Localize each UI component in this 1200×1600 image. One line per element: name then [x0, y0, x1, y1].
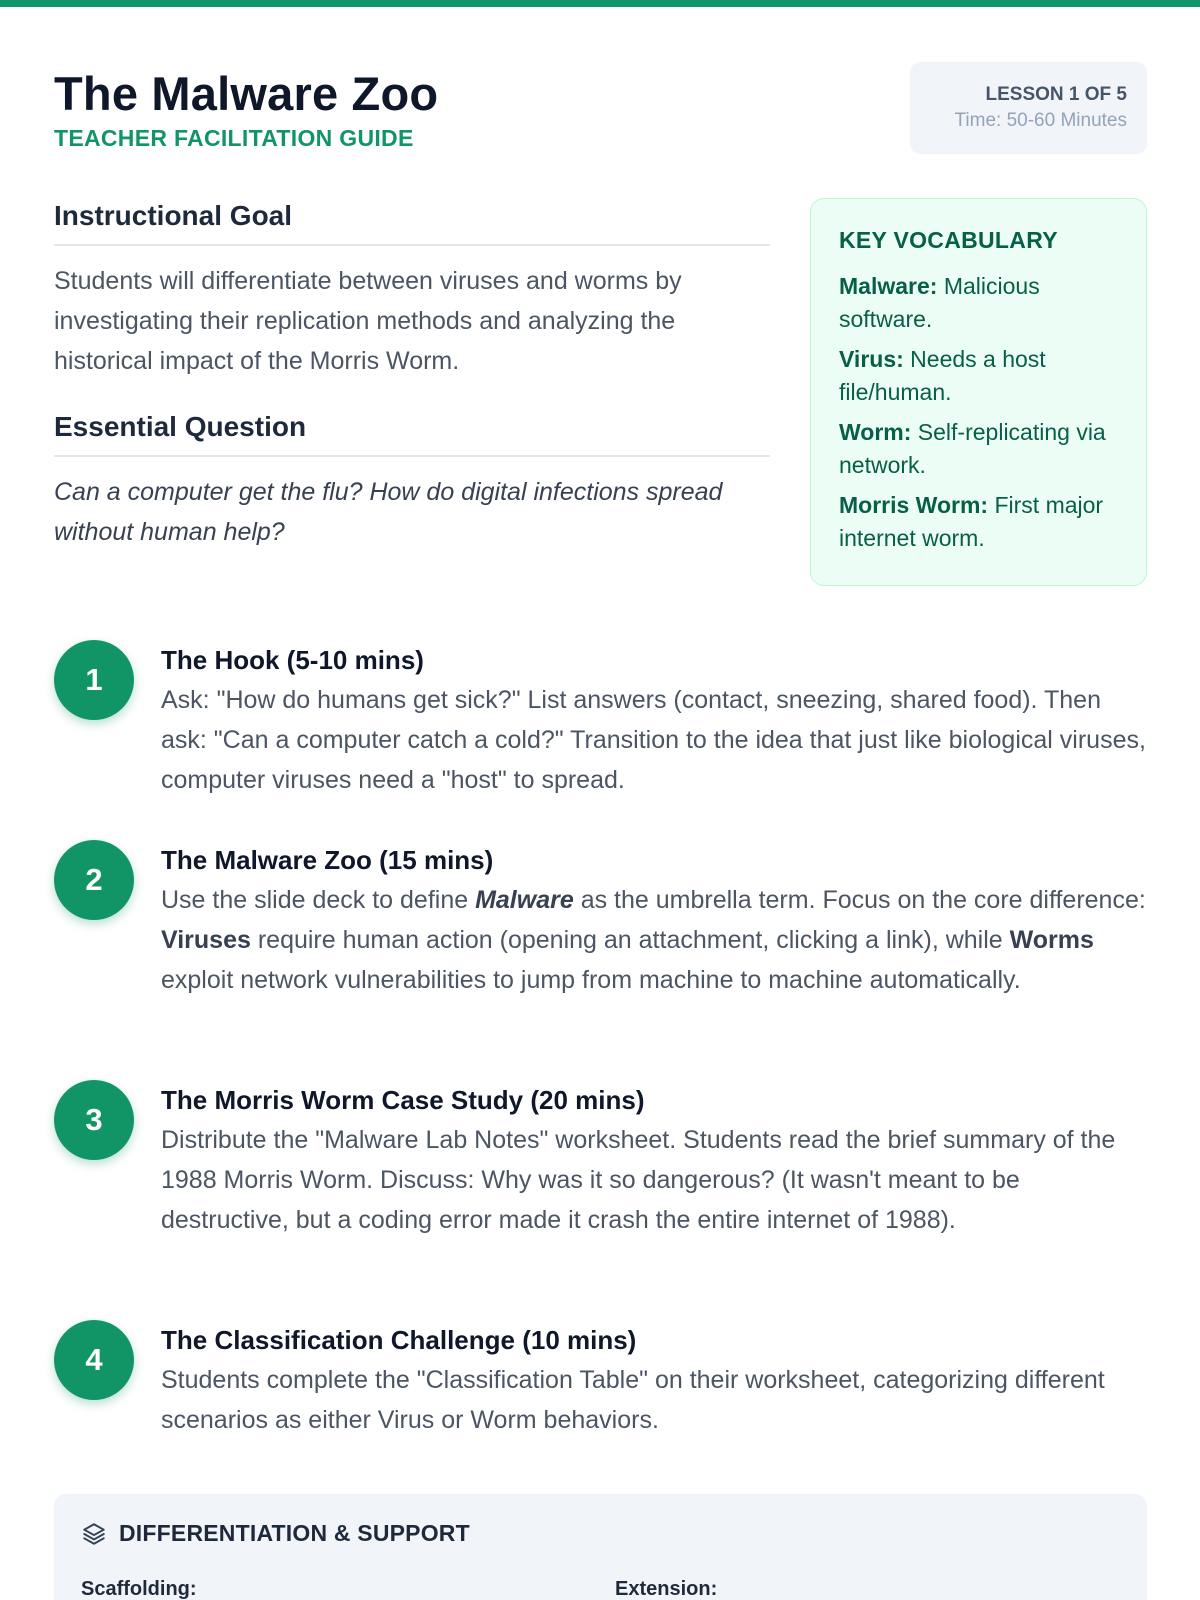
step-text: Students complete the "Classification Table" on their worksheet, categorizing different scenarios as either Virus or Worm behaviors.: [161, 1366, 1105, 1434]
vocab-term: Worm:: [839, 419, 912, 445]
key-vocabulary-box: [810, 198, 1147, 586]
vocab-definition: First major internet worm.: [839, 492, 1104, 551]
differentiation-support-box: [54, 1494, 1147, 1600]
vocab-term: Morris Worm:: [839, 492, 989, 518]
essential-question-section: [54, 411, 770, 552]
step-number-badge: 2: [54, 840, 134, 920]
step-number-badge: 4: [54, 1320, 134, 1400]
vocab-item: [839, 489, 1120, 555]
vocab-term: Virus:: [839, 346, 904, 372]
instructional-goal-text: Students will differentiate between viruses and worms by investigating their replication methods and analyzing the historical impact of the Morris Worm.: [54, 267, 682, 375]
step-title: The Hook (5-10 mins): [161, 645, 424, 675]
step-title: The Morris Worm Case Study (20 mins): [161, 1085, 645, 1115]
instructional-goal-section: [54, 200, 770, 381]
support-heading: DIFFERENTIATION & SUPPORT: [119, 1520, 470, 1546]
lesson-time: Time: 50-60 Minutes: [954, 110, 1127, 131]
step-number-badge: 1: [54, 640, 134, 720]
key-vocabulary-heading: KEY VOCABULARY: [839, 227, 1058, 253]
intro-column: [54, 200, 770, 552]
step-text-part: require human action (opening an attachment, clicking a link), while: [250, 926, 1010, 954]
lesson-number: LESSON 1 OF 5: [985, 84, 1127, 105]
layers-icon: [81, 1521, 107, 1547]
step-title: The Classification Challenge (10 mins): [161, 1325, 637, 1355]
page-title: The Malware Zoo: [54, 67, 439, 120]
vocab-item: [839, 270, 1120, 336]
lesson-badge: [910, 62, 1147, 154]
vocab-item: [839, 416, 1120, 482]
step-text: Ask: "How do humans get sick?" List answers (contact, sneezing, shared food). Then ask: "Can a computer catch a cold?" Transition to the idea that just like biological viruses, computer viruses need a "host" to spread.: [161, 686, 1146, 794]
vocab-item: [839, 343, 1120, 409]
top-accent-bar: [0, 0, 1200, 7]
step-text-part: exploit network vulnerabilities to jump from machine to machine automatically.: [161, 966, 1021, 994]
step-body: [161, 640, 1147, 800]
vocab-definition: Self-replicating via network.: [839, 419, 1106, 478]
step-text-bold: Worms: [1009, 926, 1094, 954]
step-body: [161, 1320, 1147, 1440]
vocab-definition: Malicious software.: [839, 273, 1040, 332]
step-text: Distribute the "Malware Lab Notes" worksheet. Students read the brief summary of the 1988 Morris Worm. Discuss: Why was it so dangerous? (It wasn't meant to be destructive, but a coding error made it crash the entire internet of 1988).: [161, 1126, 1116, 1234]
essential-question-heading: Essential Question: [54, 411, 770, 457]
step-title: The Malware Zoo (15 mins): [161, 845, 494, 875]
support-header: [81, 1520, 1120, 1547]
step-text-part: Use the slide deck to define: [161, 886, 476, 914]
step-number-badge: 3: [54, 1080, 134, 1160]
step-text: [161, 880, 1147, 1000]
essential-question-text: Can a computer get the flu? How do digital infections spread without human help?: [54, 478, 723, 546]
scaffolding-label: Scaffolding:: [81, 1578, 197, 1600]
step-body: [161, 840, 1147, 1000]
step-text-emphasis: Malware: [475, 886, 574, 914]
page-header: [54, 62, 1147, 162]
step-text-bold: Viruses: [161, 926, 251, 954]
extension-label: Extension:: [615, 1578, 718, 1600]
instructional-goal-heading: Instructional Goal: [54, 200, 770, 246]
vocab-definition: Needs a host file/human.: [839, 346, 1046, 405]
vocab-term: Malware:: [839, 273, 938, 299]
step-body: [161, 1080, 1147, 1240]
page-subtitle: TEACHER FACILITATION GUIDE: [54, 125, 414, 151]
step-text-part: as the umbrella term. Focus on the core difference:: [573, 886, 1146, 914]
